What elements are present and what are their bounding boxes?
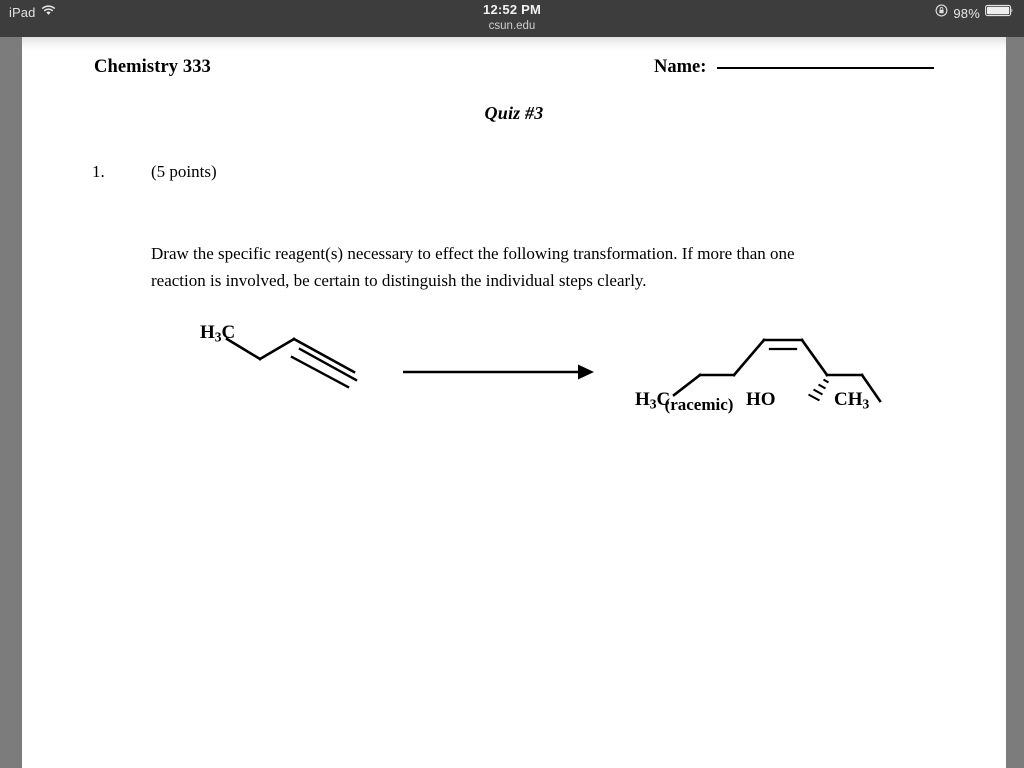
clock-label: 12:52 PM: [483, 2, 541, 17]
product-structure-cis-alkenol: [622, 313, 882, 433]
battery-percent-label: 98%: [953, 5, 980, 21]
reaction-arrow: [400, 353, 610, 393]
page-url-label: csun.edu: [488, 20, 536, 32]
device-name-label: iPad: [9, 4, 36, 20]
racemic-annotation: (racemic): [664, 395, 734, 414]
battery-icon: [985, 4, 1014, 22]
course-title: Chemistry 333: [94, 57, 211, 77]
document-page[interactable]: [22, 37, 1006, 768]
rotation-lock-icon: [935, 4, 948, 22]
product-hydroxyl-label: HO: [746, 389, 776, 410]
name-blank-rule[interactable]: [717, 67, 934, 69]
question-number: 1.: [92, 162, 105, 181]
racemic-annotation-row: [22, 395, 1006, 415]
name-field-group: [654, 57, 934, 78]
page-title: Quiz #3: [484, 103, 544, 123]
reactant-methyl-label: $H_3C$: [200, 322, 236, 345]
product-methyl-right-label: $CH_3$: [834, 389, 870, 412]
question-points: (5 points): [151, 162, 217, 181]
status-bar-right-group: [935, 4, 1014, 22]
quiz-document: [22, 37, 1006, 768]
status-bar-center-group: [0, 2, 1024, 33]
ios-status-bar: [0, 0, 1024, 37]
product-methyl-left-label: $H_3C$: [635, 389, 671, 412]
question-instructions: Draw the specific reagent(s) necessary to effect the following transformation. If more than one reaction is involved, be certain to distinguish the individual steps clearly.: [151, 244, 795, 290]
name-label: Name:: [654, 57, 707, 77]
